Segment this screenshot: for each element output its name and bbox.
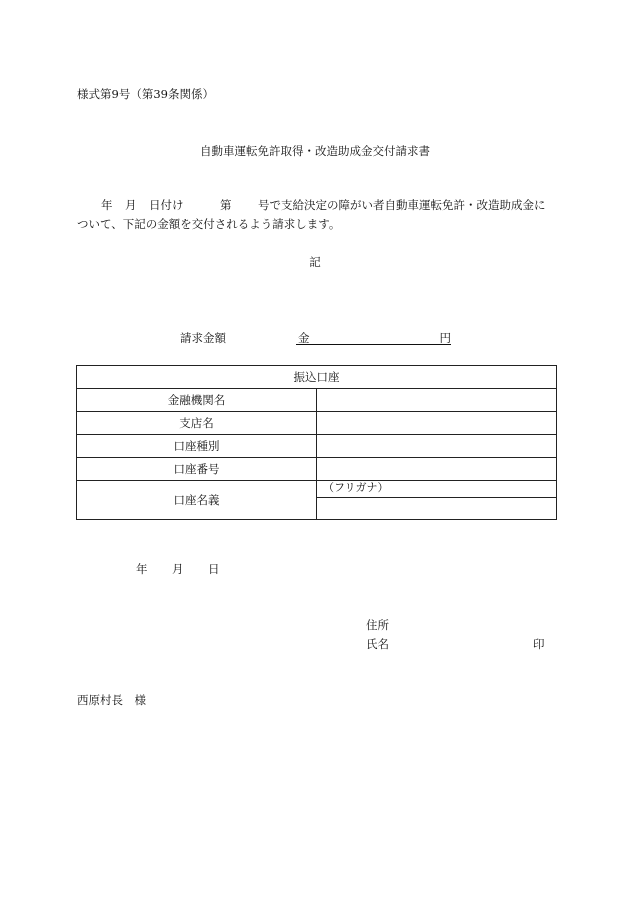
recipient: 西原村長 様: [77, 693, 146, 707]
account-holder-label: 口座名義: [77, 481, 317, 520]
branch-name-label: 支店名: [77, 412, 317, 435]
form-number: 様式第9号（第39条関係）: [77, 87, 214, 101]
date-month: 月: [172, 562, 184, 576]
furigana-field[interactable]: [317, 481, 557, 498]
seal-mark: 印: [533, 637, 545, 651]
date-year: 年: [136, 562, 148, 576]
account-holder-field[interactable]: [317, 498, 557, 520]
bank-name-field[interactable]: [317, 389, 557, 412]
ki-heading: 記: [309, 255, 321, 269]
table-row: [77, 481, 557, 498]
request-body-text: 号で支給決定の障がい者自動車運転免許・改造助成金に: [258, 198, 546, 212]
table-row: [77, 435, 557, 458]
table-row: [77, 412, 557, 435]
table-row: [77, 389, 557, 412]
year-label: 年: [101, 198, 113, 212]
amount-label: 請求金額: [180, 331, 226, 345]
document-title: 自動車運転免許取得・改造助成金交付請求書: [200, 144, 430, 158]
amount-prefix: 金: [298, 331, 310, 345]
bank-name-label: 金融機関名: [77, 389, 317, 412]
decision-number-prefix: 第: [220, 198, 232, 212]
account-type-field[interactable]: [317, 435, 557, 458]
month-label: 月: [125, 198, 137, 212]
amount-suffix: 円: [439, 331, 451, 345]
name-label: 氏名: [366, 637, 389, 651]
amount-field[interactable]: [296, 330, 451, 345]
branch-name-field[interactable]: [317, 412, 557, 435]
request-body-line-2: ついて、下記の金額を交付されるよう請求します。: [77, 217, 341, 231]
table-row: [77, 458, 557, 481]
date-suffix: 日付け: [149, 198, 184, 212]
account-number-field[interactable]: [317, 458, 557, 481]
account-table-header: 振込口座: [77, 366, 557, 389]
furigana-label: （フリガナ）: [323, 481, 389, 494]
account-number-label: 口座番号: [77, 458, 317, 481]
bank-account-table: [76, 365, 557, 520]
account-type-label: 口座種別: [77, 435, 317, 458]
address-label: 住所: [366, 618, 389, 632]
date-day: 日: [208, 562, 220, 576]
